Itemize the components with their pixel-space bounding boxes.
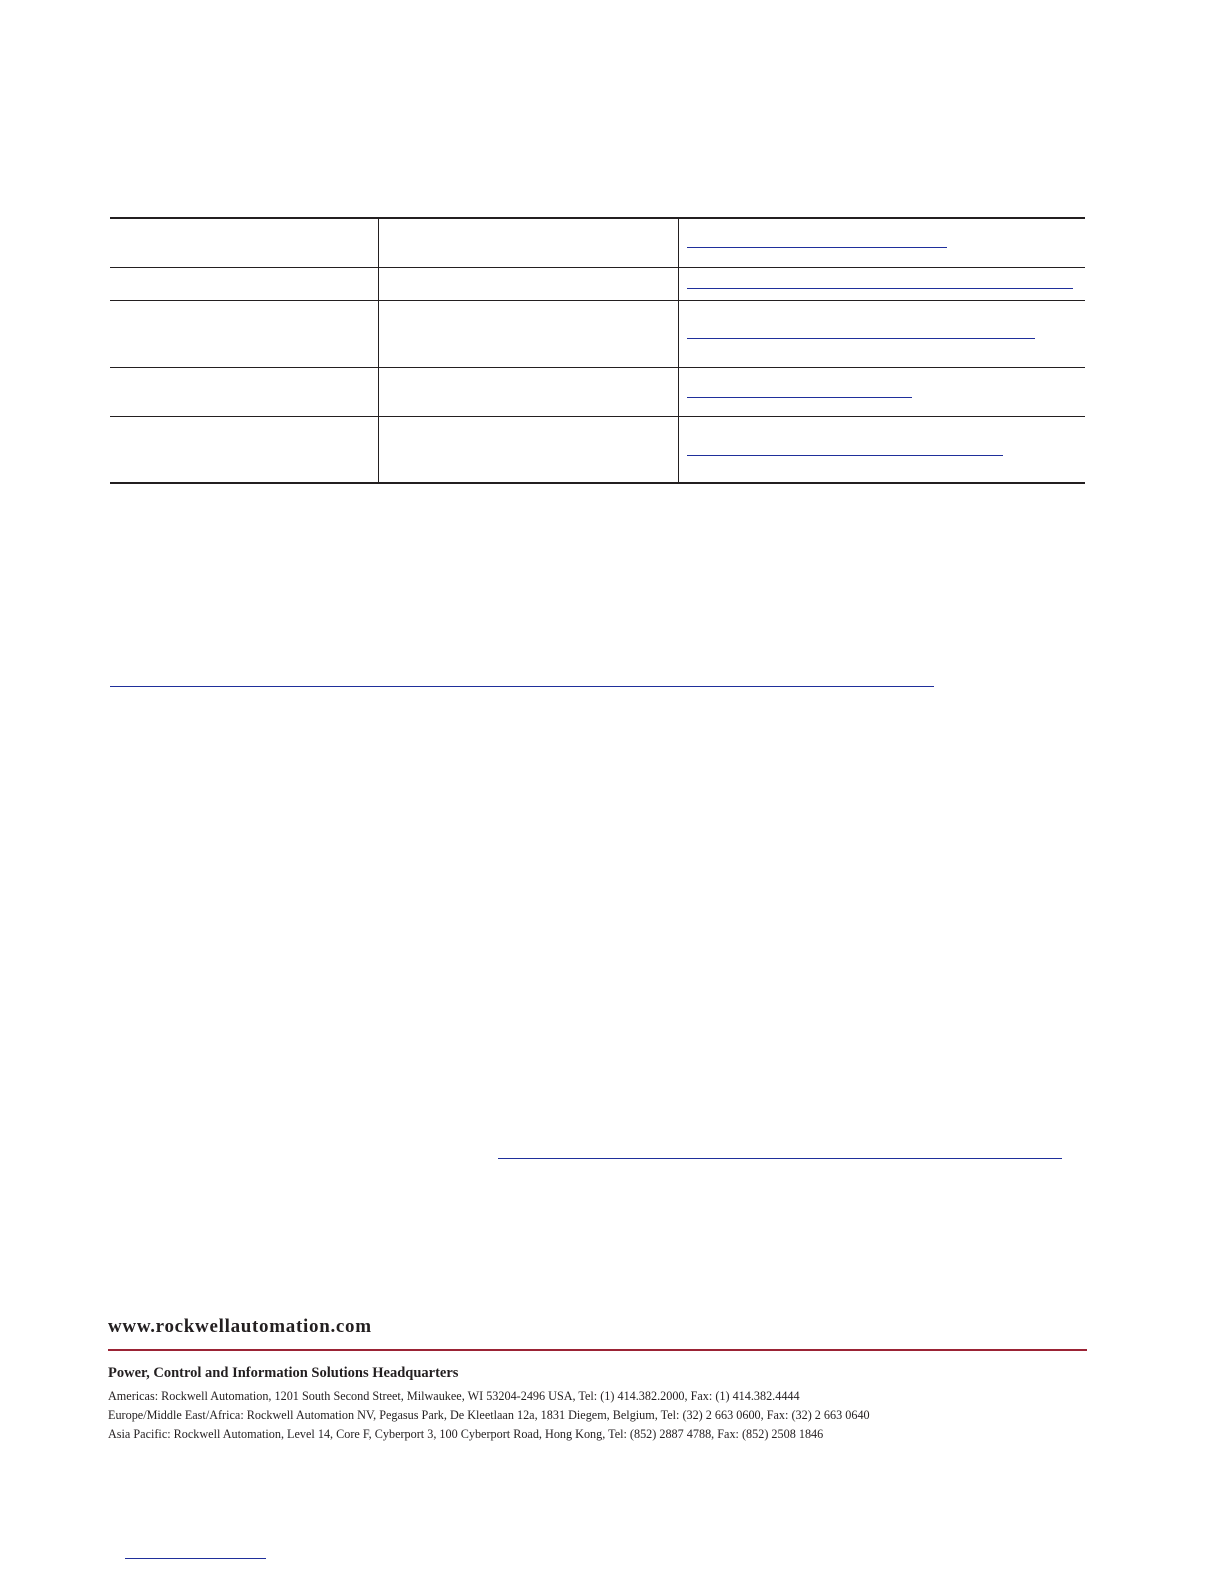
- table-row-divider: [110, 416, 1085, 417]
- table-row-divider: [110, 300, 1085, 301]
- table-row-3-link[interactable]: [687, 338, 1035, 339]
- body-link-1[interactable]: [110, 686, 934, 687]
- footer-bottom-link[interactable]: [125, 1558, 266, 1559]
- address-americas: Americas: Rockwell Automation, 1201 South Second Street, Milwaukee, WI 53204-2496 USA, Tel: (1) 414.382.2000, Fax: (1) 414.382.4444: [108, 1389, 800, 1403]
- table-row-5-link[interactable]: [687, 455, 1003, 456]
- footer-accent-rule: [108, 1349, 1087, 1351]
- table-row-4-link[interactable]: [687, 397, 912, 398]
- table-row-2-link[interactable]: [687, 288, 1073, 289]
- website-url[interactable]: www.rockwellautomation.com: [108, 1316, 372, 1337]
- address-emea: Europe/Middle East/Africa: Rockwell Automation NV, Pegasus Park, De Kleetlaan 12a, 1831 Diegem, Belgium, Tel: (32) 2 663 0600, Fax: (32) 2 663 0640: [108, 1408, 870, 1422]
- table-column-divider: [378, 218, 379, 483]
- table-column-divider: [678, 218, 679, 483]
- table-bottom-rule: [110, 482, 1085, 484]
- table-row-divider: [110, 367, 1085, 368]
- body-link-2[interactable]: [498, 1158, 1062, 1159]
- table-top-rule: [110, 217, 1085, 219]
- table-row-1-link[interactable]: [687, 247, 947, 248]
- address-asia-pacific: Asia Pacific: Rockwell Automation, Level 14, Core F, Cyberport 3, 100 Cyberport Road, Hong Kong, Tel: (852) 2887 4788, Fax: (852) 2508 1846: [108, 1427, 824, 1441]
- table-row-divider: [110, 267, 1085, 268]
- headquarters-title: Power, Control and Information Solutions Headquarters: [108, 1365, 459, 1381]
